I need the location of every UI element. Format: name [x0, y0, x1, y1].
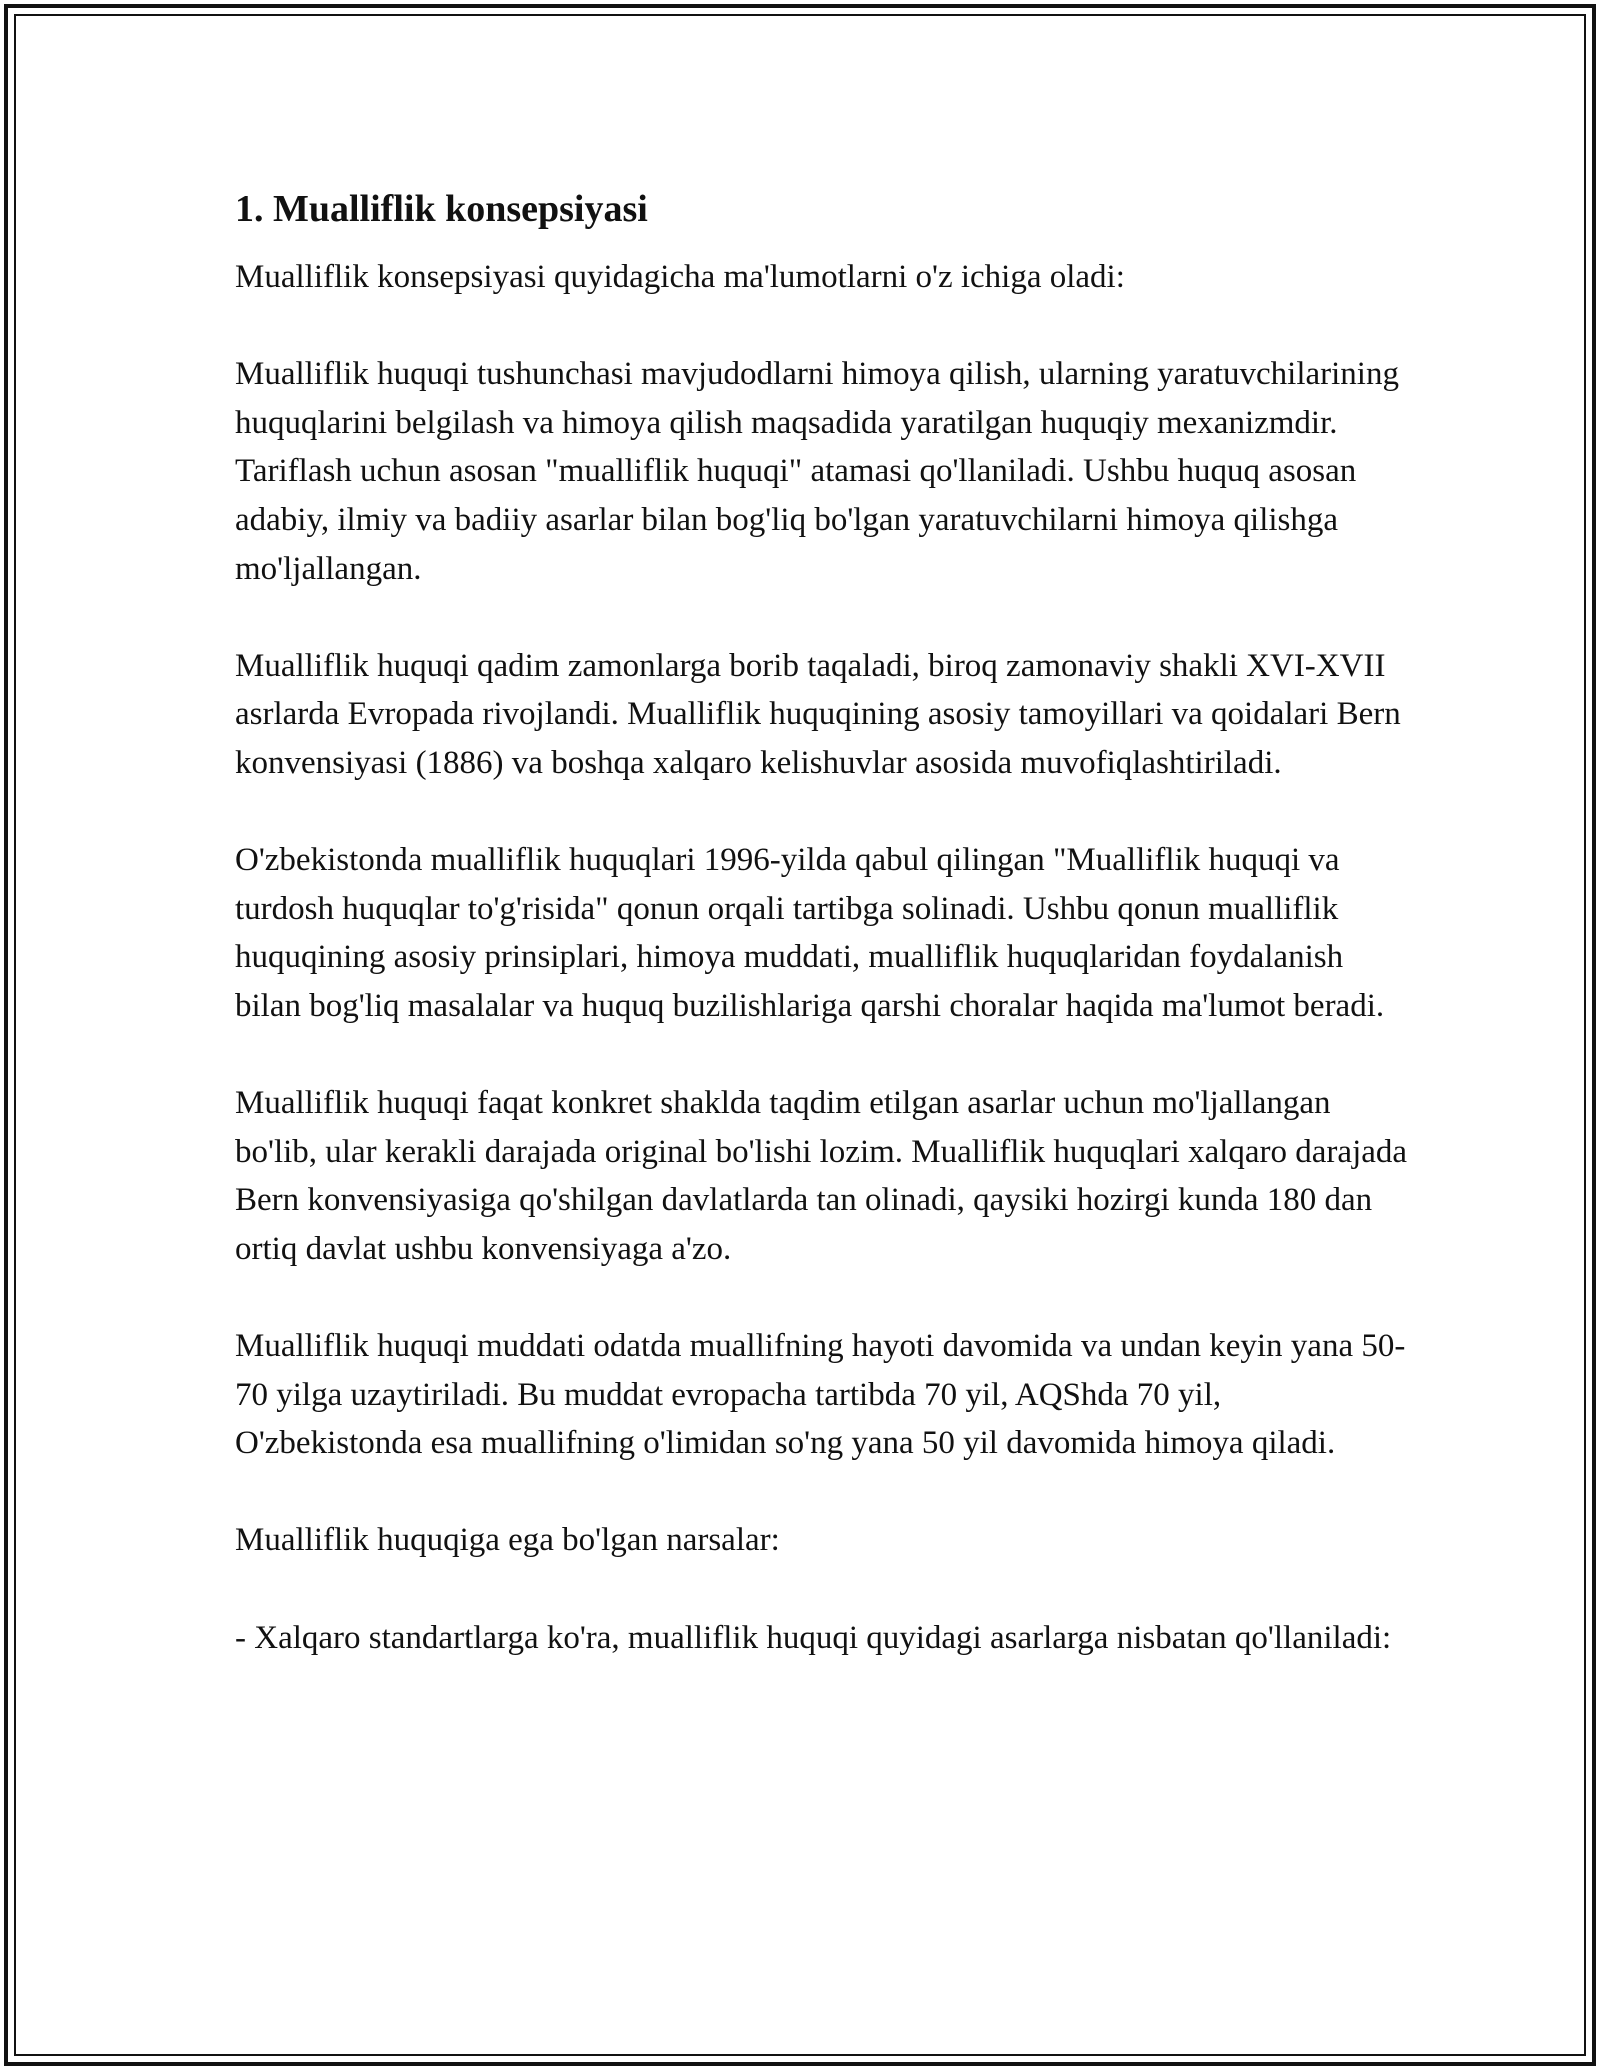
- paragraph-definition: Mualliflik huquqi tushunchasi mavjudodlarni himoya qilish, ularning yaratuvchilarining huquqlarini belgilash va himoya qilish maqsadida yaratilgan huquqiy mexanizmdir. Tariflash uchun asosan "mualliflik huquqi" atamasi qo'llaniladi. Ushbu huquq asosan adabiy, ilmiy va badiiy asarlar bilan bog'liq bo'lgan yaratuvchilarni himoya qilishga mo'ljallangan.: [235, 356, 1399, 587]
- paragraph-originality: Mualliflik huquqi faqat konkret shaklda taqdim etilgan asarlar uchun mo'ljallangan bo'lib, ular kerakli darajada original bo'lishi lozim. Mualliflik huquqlari xalqaro darajada Bern konvensiyasiga qo'shilgan davlatlarda tan olinadi, qaysiki hozirgi kunda 180 dan ortiq davlat ushbu konvensiyaga a'zo.: [235, 1085, 1408, 1267]
- section-heading: 1. Mualliflik konsepsiyasi: [235, 188, 648, 230]
- paragraph-protected-objects: Mualliflik huquqiga ega bo'lgan narsalar:: [235, 1522, 780, 1559]
- paragraph-history: Mualliflik huquqi qadim zamonlarga borib taqaladi, biroq zamonaviy shakli XVI-XVII asrlarda Evropada rivojlandi. Mualliflik huquqining asosiy tamoyillari va qoidalari Bern konvensiyasi (1886) va boshqa xalqaro kelishuvlar asosida muvofiqlashtiriladi.: [235, 647, 1401, 781]
- paragraph-uzbekistan-law: O'zbekistonda mualliflik huquqlari 1996-yilda qabul qilingan "Mualliflik huquqi va turdosh huquqlar to'g'risida" qonun orqali tartibga solinadi. Ushbu qonun mualliflik huquqining asosiy prinsiplari, himoya muddati, mualliflik huquqlaridan foydalanish bilan bog'liq masalalar va huquq buzilishlariga qarshi choralar haqida ma'lumot beradi.: [235, 842, 1385, 1024]
- document-body: [235, 185, 1415, 1662]
- paragraph-term: Mualliflik huquqi muddati odatda muallifning hayoti davomida va undan keyin yana 50-70 yilga uzaytiriladi. Bu muddat evropacha tartibda 70 yil, AQShda 70 yil, O'zbekistonda esa muallifning o'limidan so'ng yana 50 yil davomida himoya qiladi.: [235, 1328, 1406, 1462]
- paragraph-list-item: - Xalqaro standartlarga ko'ra, mualliflik huquqi quyidagi asarlarga nisbatan qo'llaniladi:: [235, 1619, 1392, 1656]
- paragraph-intro: Mualliflik konsepsiyasi quyidagicha ma'lumotlarni o'z ichiga oladi:: [235, 259, 1125, 295]
